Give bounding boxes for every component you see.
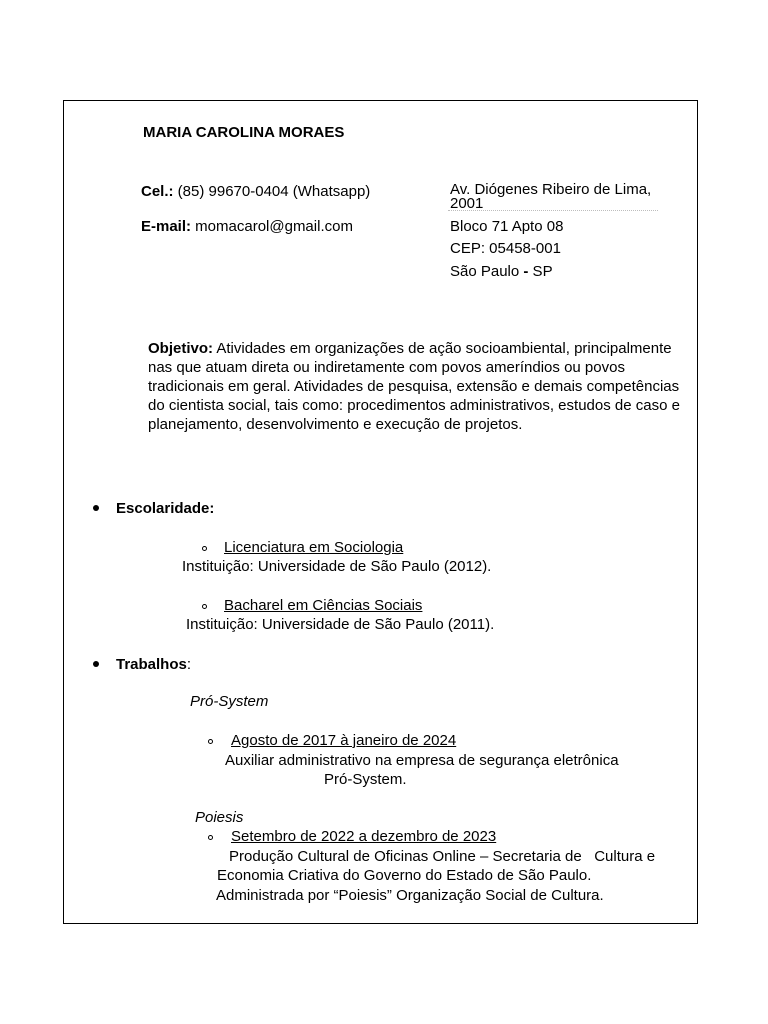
address-dotted-rule bbox=[448, 210, 658, 211]
job-1-company: Pró-System bbox=[190, 693, 269, 710]
job-1-bullet-icon bbox=[208, 739, 213, 744]
address-cep: CEP: 05458-001 bbox=[450, 240, 561, 257]
candidate-name: MARIA CAROLINA MORAES bbox=[143, 124, 345, 141]
job-2-description-line-1: Produção Cultural de Oficinas Online – Secretaria de Cultura e bbox=[229, 848, 656, 865]
job-2-period: Setembro de 2022 a dezembro de 2023 bbox=[231, 828, 497, 845]
city-name: São Paulo bbox=[450, 263, 524, 280]
course-1-title: Licenciatura em Sociologia bbox=[224, 539, 404, 556]
work-bullet-icon bbox=[93, 661, 99, 667]
job-2-description-line-3: Administrada por “Poiesis” Organização Social de Cultura. bbox=[216, 887, 604, 904]
phone-value: (85) 99670-0404 (Whatsapp) bbox=[173, 183, 371, 200]
phone-line bbox=[141, 183, 370, 200]
email-value: momacarol@gmail.com bbox=[191, 218, 353, 235]
course-1-institution: Instituição: Universidade de São Paulo (2012). bbox=[182, 558, 492, 575]
city-dash: - bbox=[523, 263, 529, 280]
email-label: E-mail: bbox=[141, 218, 192, 235]
job-2-bullet-icon bbox=[208, 835, 213, 840]
job-1-description-line-2: Pró-System. bbox=[324, 771, 407, 788]
address-line-3: Bloco 71 Apto 08 bbox=[450, 218, 564, 235]
course-2-title: Bacharel em Ciências Sociais bbox=[224, 597, 423, 614]
state-name: SP bbox=[528, 263, 553, 280]
address-city bbox=[450, 263, 553, 280]
job-2-description-line-2: Economia Criativa do Governo do Estado de São Paulo. bbox=[217, 867, 592, 884]
objective-paragraph bbox=[148, 339, 696, 434]
work-heading-colon: : bbox=[186, 656, 192, 673]
job-2-company: Poiesis bbox=[195, 809, 244, 826]
objective-label: Objetivo: bbox=[148, 340, 214, 357]
course-2-institution: Instituição: Universidade de São Paulo (2011). bbox=[186, 616, 495, 633]
course-2-bullet-icon bbox=[202, 604, 207, 609]
work-heading bbox=[116, 656, 191, 673]
address-line-2: 2001 bbox=[450, 195, 484, 212]
phone-label: Cel.: bbox=[141, 183, 174, 200]
education-bullet-icon bbox=[93, 505, 99, 511]
email-line bbox=[141, 218, 353, 235]
work-heading-label: Trabalhos bbox=[116, 656, 187, 673]
objective-text: Atividades em organizações de ação socioambiental, principalmente nas que atuam direta ou indiretamente com povos ameríndios ou povos tradicionais em geral. Atividades de pesquisa, extensão e demais competências do cientista social, tais como: procedimentos administrativos, estudos de caso e planejamento, desenvolvimento e execução de projetos. bbox=[148, 340, 680, 433]
education-heading: Escolaridade: bbox=[116, 500, 215, 517]
address-line-1: Av. Diógenes Ribeiro de Lima, bbox=[450, 181, 652, 198]
job-1-period: Agosto de 2017 à janeiro de 2024 bbox=[231, 732, 457, 749]
course-1-bullet-icon bbox=[202, 546, 207, 551]
job-1-description-line-1: Auxiliar administrativo na empresa de segurança eletrônica bbox=[225, 752, 619, 769]
